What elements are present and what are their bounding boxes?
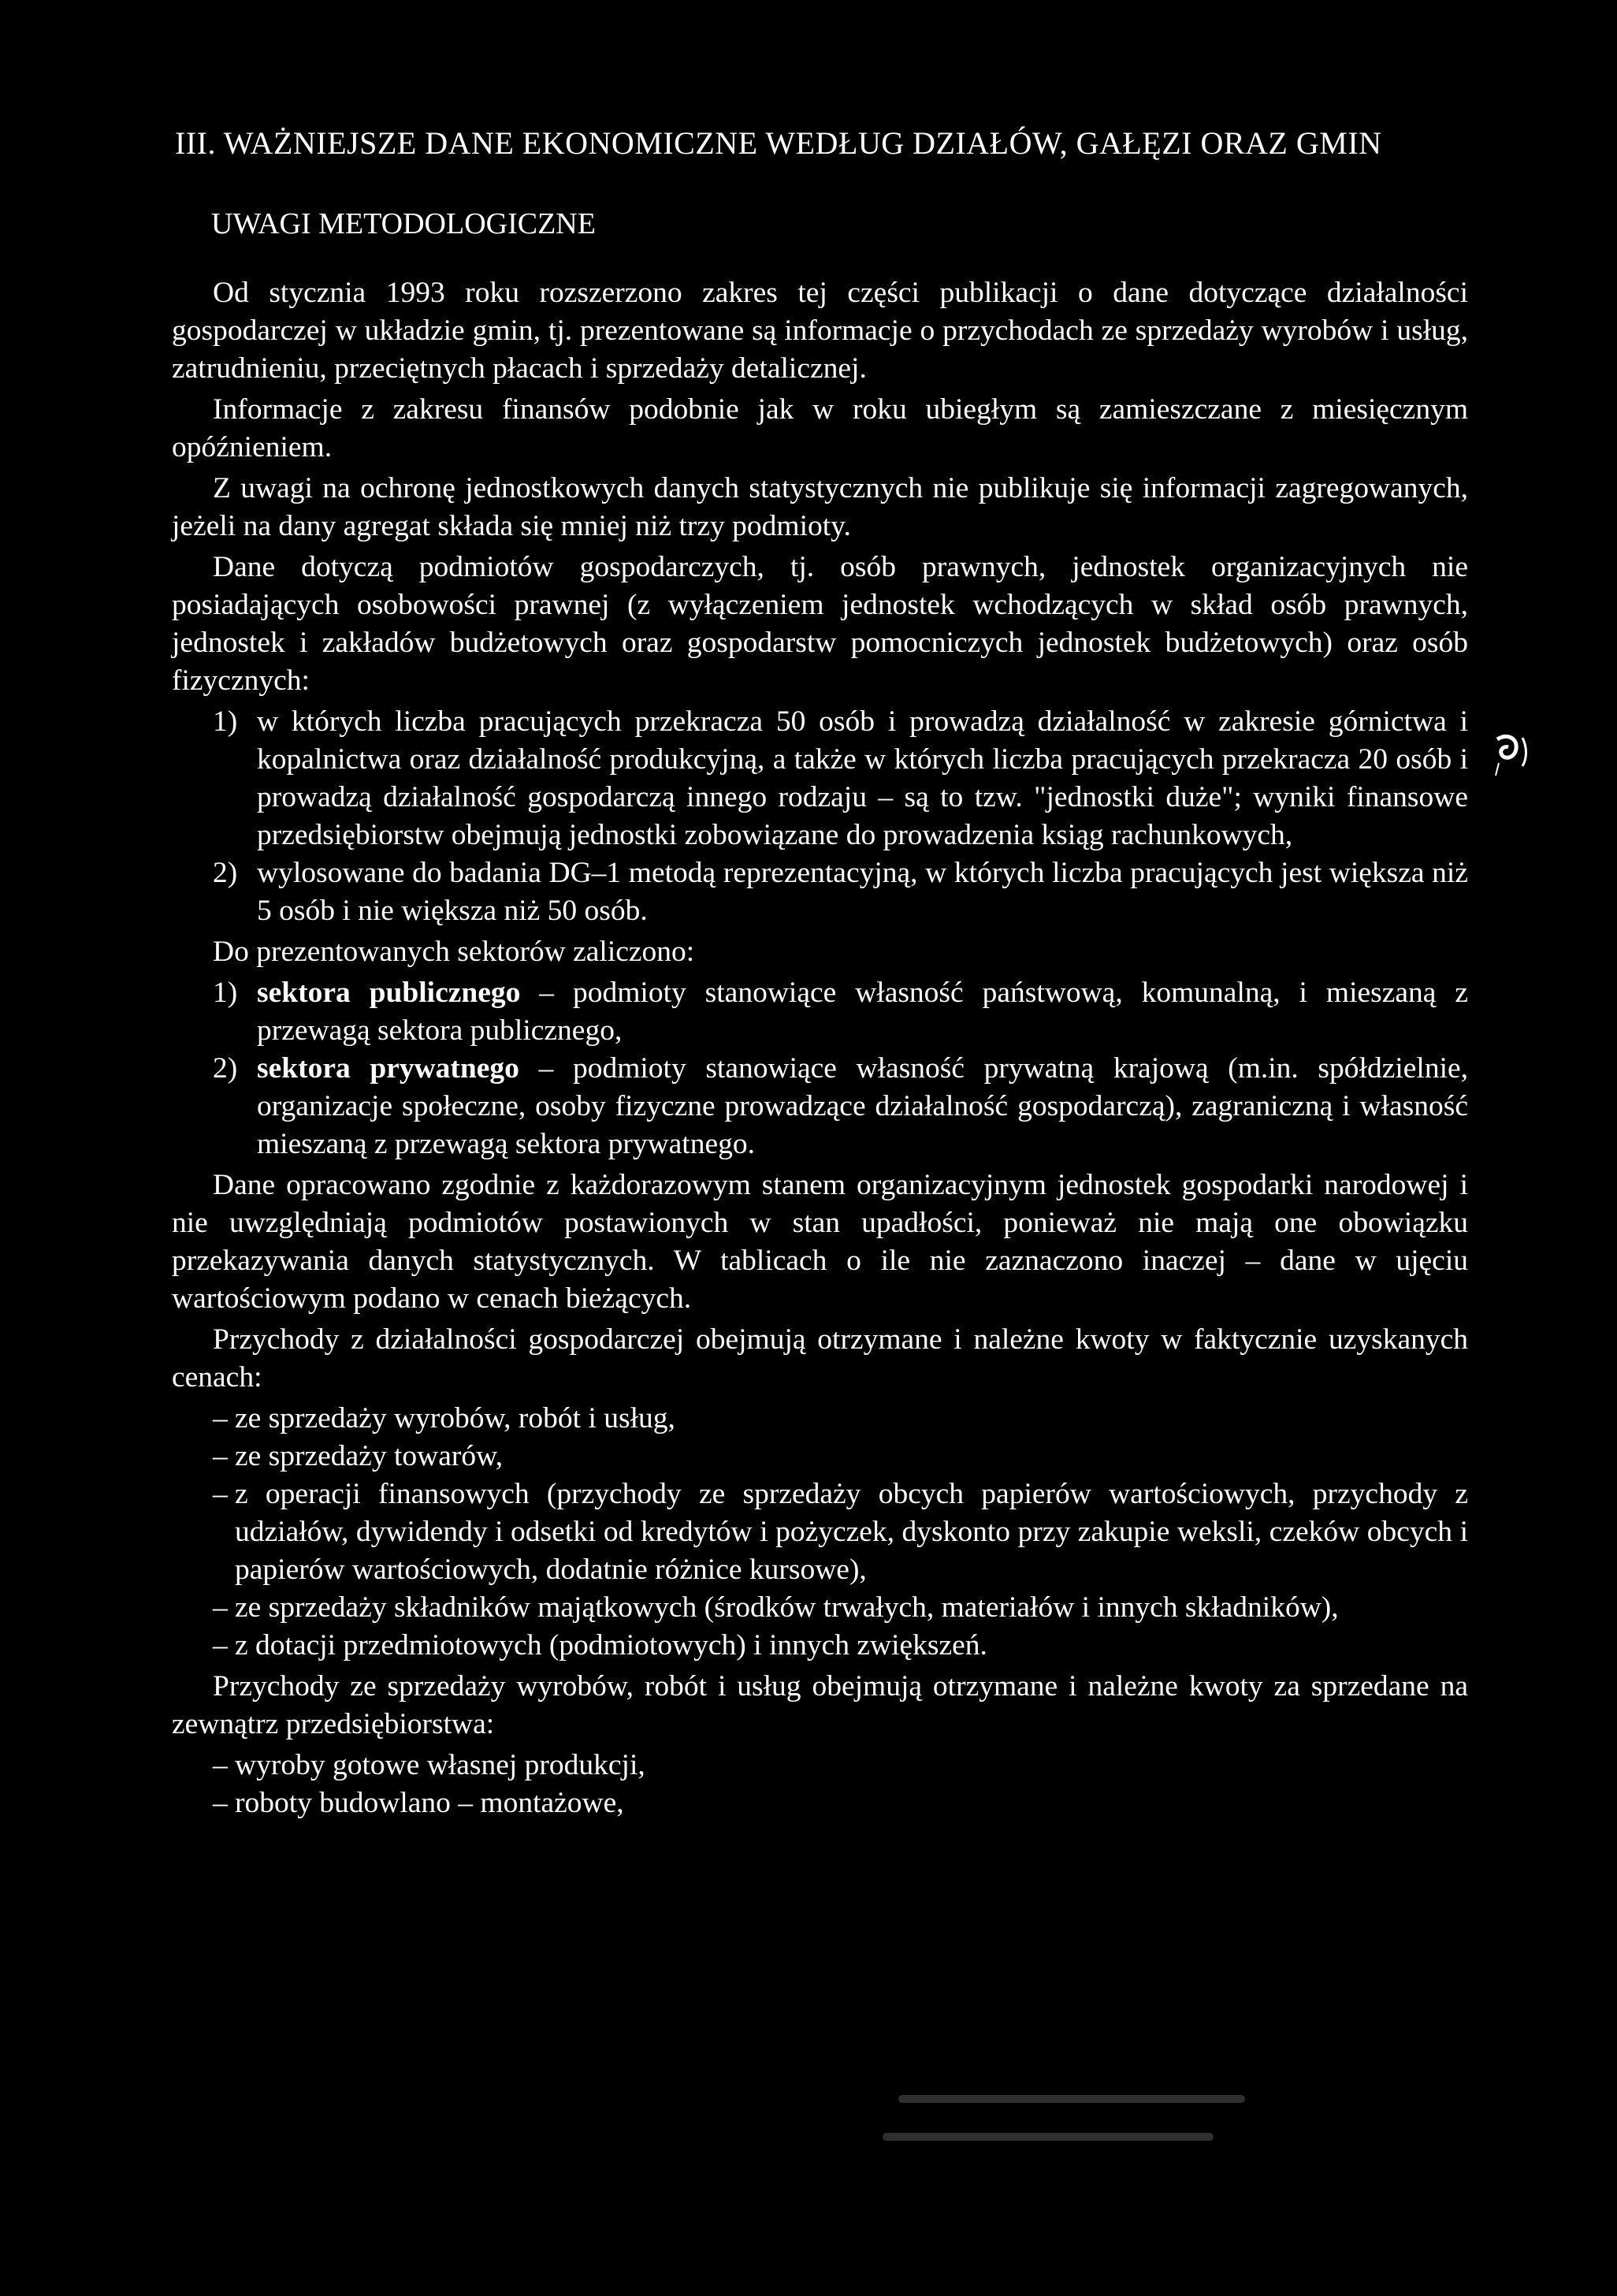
list-item <box>172 1784 1468 1822</box>
paragraph-income: Przychody z działalności gospodarczej obejmują otrzymane i należne kwoty w faktycznie uzyskanych cenach: <box>172 1323 1468 1394</box>
list-item-text: z dotacji przedmiotowych (podmiotowych) i innych zwiększeń. <box>235 1629 987 1662</box>
sector-term: sektora prywatnego <box>257 1052 519 1085</box>
paragraph-intro: Od stycznia 1993 roku rozszerzono zakres tej części publikacji o dane dotyczące działalności gospodarczej w układzie gmin, tj. prezentowane są informacje o przychodach ze sprzedaży wyrobów i usług, zatrudnieniu, przeciętnych płacach i sprzedaży detalicznej. <box>172 277 1468 385</box>
sectors-list <box>172 974 1468 1163</box>
income-list <box>172 1400 1468 1665</box>
paragraph-finance: Informacje z zakresu finansów podobnie jak w roku ubiegłym są zamieszczane z miesięcznym opóźnieniem. <box>172 393 1468 463</box>
list-item <box>172 1589 1468 1627</box>
list-item-text: wyroby gotowe własnej produkcji, <box>235 1749 645 1781</box>
list-item-text: roboty budowlano – montażowe, <box>235 1787 624 1819</box>
list-number: 2) <box>213 1052 238 1085</box>
list-item <box>172 1627 1468 1665</box>
list-item-text: – podmioty stanowiące własność państwową, komunalną, i mieszaną z przewagą sektora publicznego, <box>257 977 1469 1047</box>
list-dash: – <box>213 1749 228 1781</box>
list-item <box>172 703 1468 854</box>
list-item-text: ze sprzedaży wyrobów, robót i usług, <box>235 1402 675 1435</box>
section-heading: III. WAŻNIEJSZE DANE EKONOMICZNE WEDŁUG DZIAŁÓW, GAŁĘZI ORAZ GMIN <box>175 125 1382 161</box>
list-number: 2) <box>213 857 238 889</box>
paragraph-entities: Dane dotyczą podmiotów gospodarczych, tj. osób prawnych, jednostek organizacyjnych nie posiadających osobowości prawnej (z wyłączeniem jednostek wchodzących w skład osób prawnych, jednostek i zakładów budżetowych oraz gospodarstw pomocniczych jednostek budżetowych) oraz osób fizycznych: <box>172 551 1468 697</box>
section-subheading: UWAGI METODOLOGICZNE <box>211 207 596 240</box>
list-item <box>172 1438 1468 1475</box>
list-item <box>172 854 1468 930</box>
list-item-text: z operacji finansowych (przychody ze sprzedaży obcych papierów wartościowych, przychody z udziałów, dywidendy i odsetki od kredytów i pożyczek, dyskonto przy zakupie weksli, czeków obcych i papierów wartościowych, dodatnie różnice kursowe), <box>235 1478 1468 1586</box>
sector-term: sektora publicznego <box>257 977 521 1009</box>
paragraph-sectors: Do prezentowanych sektorów zaliczono: <box>213 936 695 968</box>
list-item <box>172 1050 1468 1163</box>
list-item <box>172 1475 1468 1589</box>
paragraph-data-preparation: Dane opracowano zgodnie z każdorazowym stanem organizacyjnym jednostek gospodarki narodowej i nie uwzględniają podmiotów postawionych w stan upadłości, ponieważ nie mają one obowiązku przekazywania danych statystycznych. W tablicach o ile nie zaznaczono inaczej – dane w ujęciu wartościowym podano w cenach bieżących. <box>172 1169 1468 1315</box>
list-dash: – <box>213 1629 228 1662</box>
margin-scan-mark <box>1483 731 1530 787</box>
list-item-text: w których liczba pracujących przekracza 50 osób i prowadzą działalność w zakresie górnictwa i kopalnictwa oraz działalność produkcyjną, a także w których liczba pracujących przekracza 20 osób i prowadzą działalność gospodarczą innego rodzaju – są to tzw. "jednostki duże"; wyniki finansowe przedsiębiorstw obejmują jednostki zobowiązane do prowadzenia ksiąg rachunkowych, <box>257 705 1468 851</box>
paragraph-sales: Przychody ze sprzedaży wyrobów, robót i usług obejmują otrzymane i należne kwoty za sprzedane na zewnątrz przedsiębiorstwa: <box>172 1670 1468 1740</box>
list-item-text: – podmioty stanowiące własność prywatną krajową (m.in. spółdzielnie, organizacje społeczne, osoby fizyczne prowadzące działalność gospodarczą), zagraniczną i własność mieszaną z przewagą sektora prywatnego. <box>257 1052 1469 1160</box>
list-item-text: wylosowane do badania DG–1 metodą reprezentacyjną, w których liczba pracujących jest większa niż 5 osób i nie większa niż 50 osób. <box>257 857 1468 927</box>
sales-list <box>172 1747 1468 1822</box>
list-dash: – <box>213 1478 228 1510</box>
list-item <box>172 1747 1468 1784</box>
list-number: 1) <box>213 977 238 1009</box>
list-item <box>172 1400 1468 1438</box>
list-dash: – <box>213 1591 228 1624</box>
list-item-text: ze sprzedaży składników majątkowych (środków trwałych, materiałów i innych składników), <box>235 1591 1339 1624</box>
list-dash: – <box>213 1440 228 1472</box>
document-body <box>172 274 1468 1825</box>
entities-list <box>172 703 1468 930</box>
faded-bleedthrough-text <box>883 2081 1261 2168</box>
list-dash: – <box>213 1787 228 1819</box>
list-dash: – <box>213 1402 228 1435</box>
list-item-text: ze sprzedaży towarów, <box>235 1440 504 1472</box>
paragraph-data-protection: Z uwagi na ochronę jednostkowych danych statystycznych nie publikuje się informacji zagregowanych, jeżeli na dany agregat składa się mniej niż trzy podmioty. <box>172 472 1468 542</box>
list-number: 1) <box>213 705 238 738</box>
list-item <box>172 974 1468 1050</box>
